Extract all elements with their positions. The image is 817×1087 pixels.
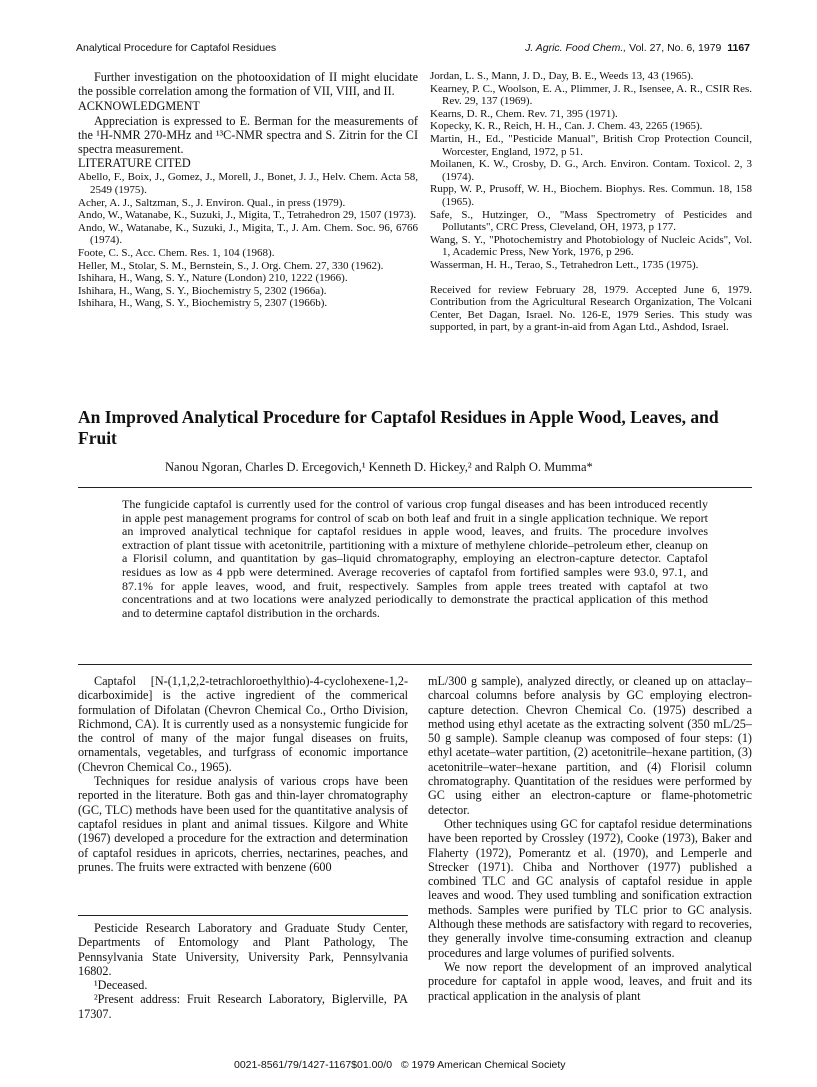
reference-list-right (430, 70, 752, 272)
reference-item: Ando, W., Watanabe, K., Suzuki, J., Migita, T., J. Am. Chem. Soc. 96, 6766 (1974). (78, 221, 418, 247)
reference-item: Safe, S., Hutzinger, O., "Mass Spectrometry of Pesticides and Pollutants", CRC Press, Cleveland, OH, 1973, p 177. (430, 208, 752, 234)
journal-name: J. Agric. Food Chem., (525, 42, 627, 54)
footer-copyright: © 1979 American Chemical Society (400, 1059, 566, 1071)
footer-code: 0021-8561/79/1427-1167$01.00/0 (234, 1059, 393, 1071)
top-left-column (78, 70, 418, 310)
body-paragraph: Other techniques using GC for captafol residue determinations have been reported by Crossley (1972), Cooke (1973), Baker and Flaherty (1972), Pomerantz et al. (1970), and Lemperle and Strecker (1971). Chiba and Northover (1977) published a combined TLC and GC analysis of captafol residue in apple leaves and wood. They used tumbling and sonification extraction methods. Samples were purified by TLC prior to GC analysis. Although these methods are satisfactory with regard to recoveries, they generally involve time-consuming extraction and cleanup procedures and large volumes of purified solvents. (428, 816, 752, 960)
closing-paragraph: Further investigation on the photooxidation of II might elucidate the possible correlation among the formation of VII, VIII, and II. (78, 70, 418, 99)
author-line: Nanou Ngoran, Charles D. Ercegovich,¹ Kenneth D. Hickey,² and Ralph O. Mumma* (165, 460, 593, 474)
body-paragraph: Captafol [N-(1,1,2,2-tetrachloroethylthio)-4-cyclohexene-1,2-dicarboximide] is the active ingredient of the commerical formulation of Difolatan (Chevron Chemical Co., Ortho Division, Richmond, CA). It is currently used as a nonsystemic fungicide for the control of many of the major fungal diseases on fruits, ornamentals, vegetables, and turfgrass of economic importance (Chevron Chemical Co., 1965). (78, 674, 408, 774)
acknowledgment-text: Appreciation is expressed to E. Berman for the measurements of the ¹H-NMR 270-MHz and ¹³C-NMR spectra and S. Zitrin for the CI spectra measurement. (78, 113, 418, 157)
reference-item: Martin, H., Ed., "Pesticide Manual", British Crop Protection Council, Worcester, England, 1972, p 51. (430, 132, 752, 158)
reference-item: Ishihara, H., Wang, S. Y., Nature (London) 210, 1222 (1966). (78, 272, 348, 285)
abstract-rule (78, 664, 752, 665)
reference-item: Acher, A. J., Saltzman, S., J. Environ. Qual., in press (1979). (78, 196, 346, 209)
reference-item: Kearns, D. R., Chem. Rev. 71, 395 (1971). (430, 107, 618, 120)
reference-item: Moilanen, K. W., Crosby, D. G., Arch. Environ. Contam. Toxicol. 2, 3 (1974). (430, 158, 752, 183)
footnote-address: ²Present address: Fruit Research Laboratory, Biglerville, PA 17307. (78, 992, 408, 1021)
footnote-deceased: ¹Deceased. (94, 978, 148, 993)
reference-item: Kopecky, K. R., Reich, H. H., Can. J. Chem. 43, 2265 (1965). (430, 120, 703, 133)
reference-item: Jordan, L. S., Mann, J. D., Day, B. E., Weeds 13, 43 (1965). (430, 70, 694, 82)
page-number: 1167 (727, 42, 750, 54)
reference-item: Abello, F., Boix, J., Gomez, J., Morell, J., Bonet, J. J., Helv. Chem. Acta 58, 2549 (1975). (78, 171, 418, 197)
footnotes (78, 921, 408, 1021)
reference-list-left (78, 171, 418, 310)
body-right-column (428, 674, 752, 1003)
footnote-rule (78, 915, 408, 916)
running-header-journal (525, 42, 750, 54)
footer (234, 1059, 566, 1071)
reference-item: Wang, S. Y., "Photochemistry and Photobiology of Nucleic Acids", Vol. 1, Academic Press, New York, 1976, p 296. (430, 233, 752, 259)
literature-heading: LITERATURE CITED (78, 156, 191, 171)
acknowledgment-heading: ACKNOWLEDGMENT (78, 98, 200, 113)
reference-item: Heller, M., Stolar, S. M., Bernstein, S., J. Org. Chem. 27, 330 (1962). (78, 259, 384, 272)
reference-item: Ishihara, H., Wang, S. Y., Biochemistry 5, 2307 (1966b). (78, 297, 328, 310)
running-header-title: Analytical Procedure for Captafol Residues (76, 42, 277, 54)
body-paragraph: We now report the development of an improved analytical procedure for captafol in apple wood, leaves, and fruit and its practical application in the analysis of plant (428, 959, 752, 1003)
reference-item: Foote, C. S., Acc. Chem. Res. 1, 104 (1968). (78, 247, 275, 260)
top-right-column (430, 70, 752, 334)
body-left-column (78, 674, 408, 874)
reference-item: Ishihara, H., Wang, S. Y., Biochemistry 5, 2302 (1966a). (78, 284, 327, 297)
reference-item: Kearney, P. C., Woolson, E. A., Plimmer, J. R., Isensee, A. R., CSIR Res. Rev. 29, 137 (1969). (430, 82, 752, 108)
abstract: The fungicide captafol is currently used for the control of various crop fungal diseases and has been introduced recently in apple pest management programs for control of scab on both leaf and fruit in a single application technique. We report an improved analytical technique for captafol residues in apple wood, leaves, and fruits. The procedure involves extraction of plant tissue with acetonitrile, partitioning with a mixture of methylene chloride–petroleum ether, cleanup on a Florisil column, and quantitation by gas–liquid chromatography, employing an electron-capture detector. Captafol residues as low as 4 ppb were determined. Average recoveries of captafol from fortified samples were 93.0, 97.1, and 87.1% for apple leaves, wood, and fruit, respectively. Samples from apple trees treated with captafol at two concentrations and at two locations were analyzed periodically to demonstrate the practical application of this method and to determine captafol distribution in the orchards. (122, 497, 708, 620)
body-paragraph: mL/300 g sample), analyzed directly, or cleaned up on attaclay–charcoal columns before analysis by GC employing electron-capture detection. Chevron Chemical Co. (1975) described a method using ethyl acetate as the extracting solvent (350 mL/25–50 g sample). Sample cleanup was composed of four steps: (1) ethyl acetate–water partition, (2) acetonitrile–hexane partition, (3) acetonitrile–water–hexane partition, and (4) Florisil column chromatography. Quantitation of the residues were performed by GC using either an electron-capture or flame-photometric detector. (428, 674, 752, 817)
article-title: An Improved Analytical Procedure for Captafol Residues in Apple Wood, Leaves, and Fruit (78, 407, 719, 448)
reference-item: Ando, W., Watanabe, K., Suzuki, J., Migita, T., Tetrahedron 29, 1507 (1973). (78, 209, 417, 222)
body-paragraph: Techniques for residue analysis of various crops have been reported in the literature. Both gas and thin-layer chromatography (GC, TLC) methods have been used for the quantitative analysis of captafol residues in plant and animal tissues. Kilgore and White (1967) developed a procedure for the extraction and determination of captafol residues in apricots, cherries, nectarines, peaches, and prunes. The fruits were extracted with benzene (600 (78, 774, 408, 874)
received-note: Received for review February 28, 1979. Accepted June 6, 1979. Contribution from the Agricultural Research Organization, The Volcani Center, Bet Dagan, Israel. No. 126-E, 1979 Series. This study was supported, in part, by a grant-in-aid from Agan Ltd., Ashdod, Israel. (430, 283, 752, 334)
title-rule (78, 487, 752, 488)
affiliation-footnote: Pesticide Research Laboratory and Graduate Study Center, Departments of Entomology and Plant Pathology, The Pennsylvania State University, University Park, Pennsylvania 16802. (78, 921, 408, 978)
reference-item: Wasserman, H. H., Terao, S., Tetrahedron Lett., 1735 (1975). (430, 258, 699, 271)
journal-volume: Vol. 27, No. 6, 1979 (629, 42, 722, 54)
reference-item: Rupp, W. P., Prusoff, W. H., Biochem. Biophys. Res. Commun. 18, 158 (1965). (430, 183, 752, 208)
